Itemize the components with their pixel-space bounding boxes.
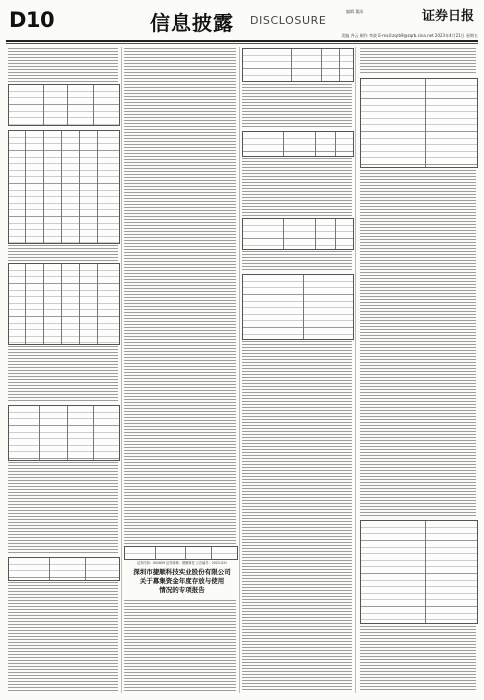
body-text: [360, 48, 476, 74]
body-text: [360, 170, 476, 516]
body-text: [8, 48, 118, 82]
data-table: [242, 218, 354, 250]
data-table: [360, 78, 478, 168]
masthead-logo: 证券日报: [422, 9, 475, 24]
body-text: [360, 626, 476, 692]
body-text: [124, 600, 236, 692]
column-divider: [239, 47, 240, 693]
data-table: [8, 130, 120, 244]
announcement-title-block: [130, 568, 234, 595]
announcement-title-continued: 情况的专项报告: [159, 586, 205, 594]
announcement-code-line: 证券代码：002609 证券简称：捷顺科技 公告编号：2023-031: [136, 561, 228, 565]
data-table: [8, 557, 120, 581]
announcement-title: 关于募集资金年度存放与使用: [139, 577, 225, 585]
data-table: [8, 405, 120, 461]
data-table: [242, 131, 354, 157]
data-table: [8, 263, 120, 345]
body-text: [8, 245, 118, 261]
header-rule: [6, 40, 478, 42]
section-title: 信息披露: [150, 11, 234, 35]
body-text: [242, 84, 352, 128]
data-table: [242, 274, 354, 340]
body-text: [242, 158, 352, 216]
header-rule-thin: [6, 43, 478, 44]
body-text: [242, 251, 352, 271]
section-title-english: DISCLOSURE: [250, 14, 327, 27]
data-table: [124, 546, 238, 560]
body-text: [8, 582, 118, 692]
editor-line: 编辑 董添: [346, 9, 364, 14]
page-header: [0, 0, 484, 44]
page-number: D10: [9, 8, 55, 32]
data-table: [8, 84, 120, 126]
header-meta: 美编 齐云 制作 李波 E-mail:zqrb9@zqrb.sina.net 2023年4月21日 星期五: [341, 33, 478, 38]
body-text: [8, 462, 118, 554]
data-table: [360, 520, 478, 624]
announcement-company: 深圳市捷顺科技实业股份有限公司: [133, 568, 231, 576]
body-text: [124, 48, 236, 545]
column-divider: [121, 47, 122, 693]
column-divider: [355, 47, 356, 693]
data-table: [242, 48, 354, 82]
body-text: [242, 341, 352, 692]
body-text: [8, 346, 118, 402]
